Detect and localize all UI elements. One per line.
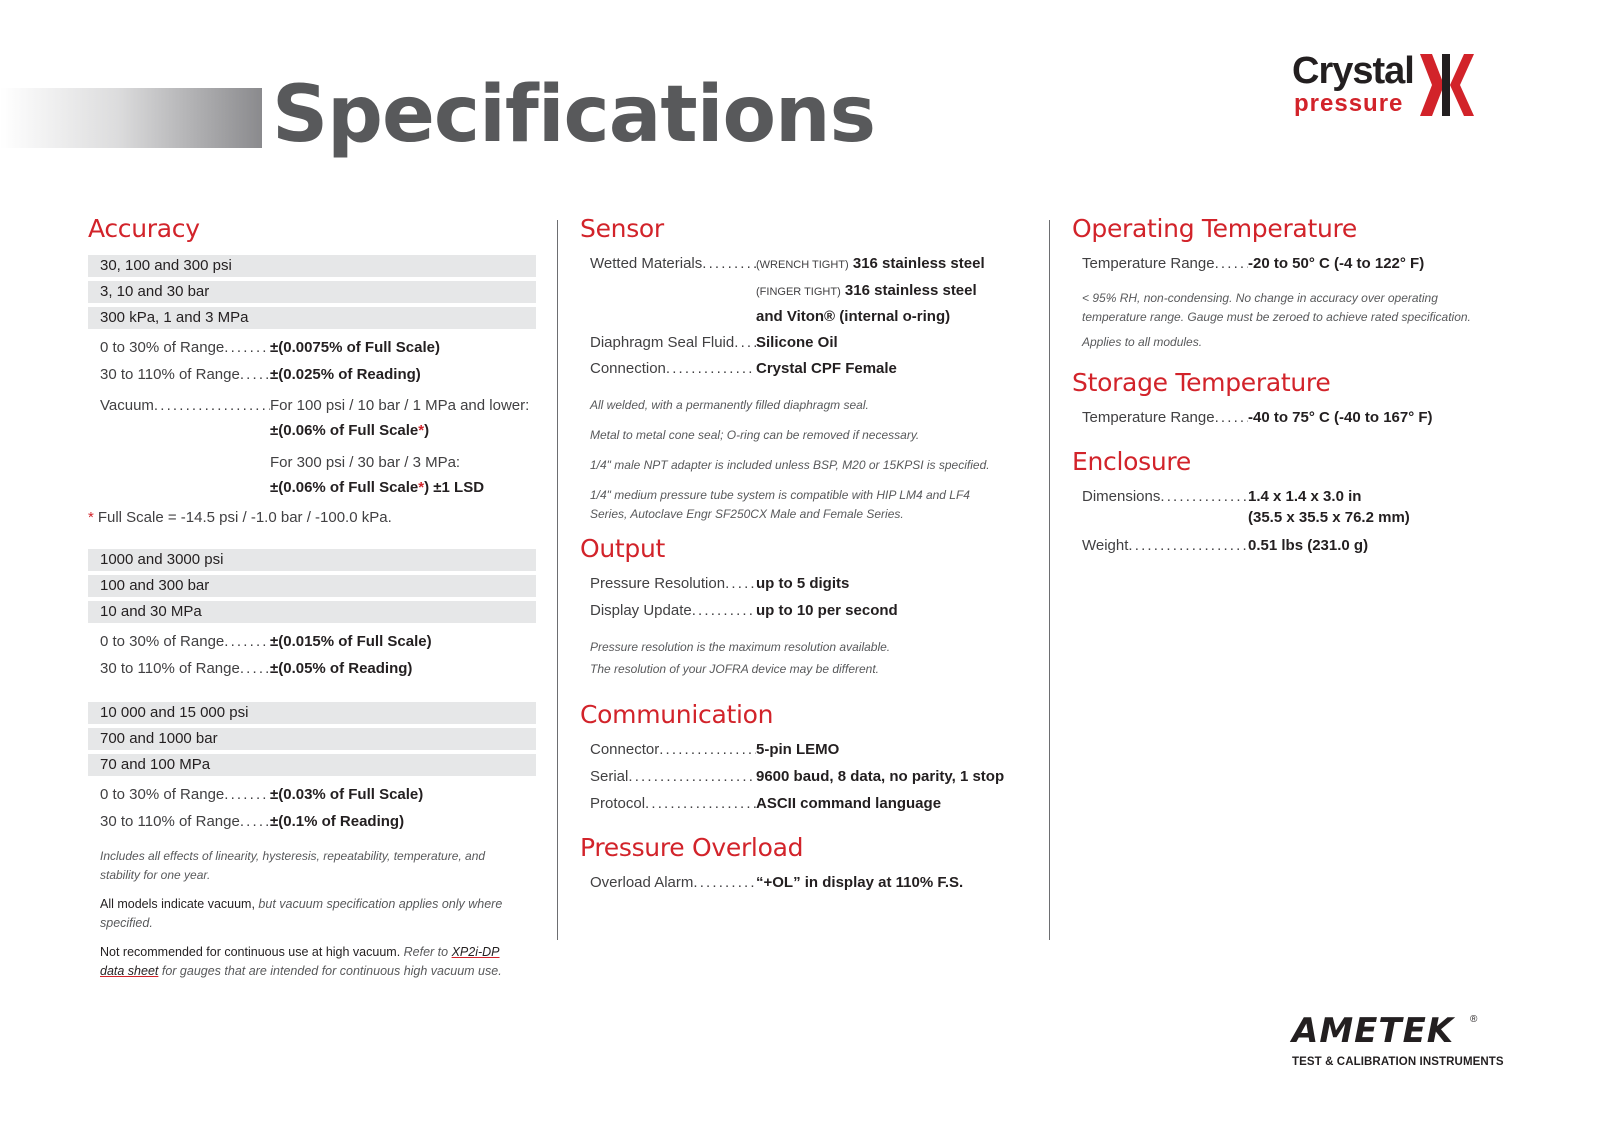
spec-row: 0 to 30% of Range . . . ±(0.015% of Full Scale) [100, 633, 536, 651]
spec-row: Dimensions . . . 1.4 x 1.4 x 3.0 in [1082, 488, 1532, 506]
spec-row: 0 to 30% of Range . . . ±(0.0075% of Full Scale) [100, 339, 536, 357]
operating-temperature-heading: Operating Temperature [1072, 214, 1357, 243]
ametek-tagline: TEST & CALIBRATION INSTRUMENTS [1292, 1056, 1504, 1068]
range-band: 3, 10 and 30 bar [88, 281, 536, 303]
logo-brand: Crystal [1292, 50, 1414, 92]
spec-row: Protocol . . . ASCII command language [590, 795, 1030, 813]
header-gradient-bar [0, 88, 262, 148]
column-divider-2 [1049, 220, 1050, 940]
crystal-logo [1292, 52, 1492, 122]
ametek-wordmark: AMETEK [1292, 1011, 1455, 1051]
spec-row: 30 to 110% of Range . . . ±(0.025% of Reading) [100, 366, 536, 384]
crystal-k-icon [1420, 54, 1476, 116]
range-band: 30, 100 and 300 psi [88, 255, 536, 277]
range-band: 70 and 100 MPa [88, 754, 536, 776]
xp2i-dp-link[interactable]: XP2i-DP data sheet [100, 945, 500, 978]
accuracy-note: Includes all effects of linearity, hysteresis, repeatability, temperature, and stability for one year. [100, 849, 486, 882]
column-divider-1 [557, 220, 558, 940]
vacuum-note: All models indicate vacuum, but vacuum specification applies only where specified. [100, 897, 503, 930]
vacuum-row: Vacuum . . . For 100 psi / 10 bar / 1 MPa and lower: [100, 397, 536, 415]
sensor-note: Metal to metal cone seal; O-ring can be removed if necessary. [590, 428, 920, 442]
operating-note: < 95% RH, non-condensing. No change in accuracy over operating temperature range. Gauge must be zeroed to achieve rated specification. [1082, 291, 1471, 324]
spec-row: Overload Alarm . . . “+OL” in display at 110% F.S. [590, 874, 1030, 892]
spec-row: Serial . . . 9600 baud, 8 data, no parity, 1 stop [590, 768, 1030, 786]
sensor-column: Sensor Wetted Materials . . . (WRENCH TIGHT) 316 stainless steel (FINGER TIGHT) 316 stainless steel and Viton® (internal o-ring) Diaphragm Seal Fluid . . . Silicone Oil Connection . . . Crystal CPF Female All welded, with a permanently filled diaphragm seal. Metal to metal cone seal; O-ring can be removed if necessary. 1/4" male NPT adapter is included unless BSP, M20 or 15KPSI is specified. 1/4" medium pressure tube system is compatible with HIP LM4 and LF4 Series, Autoclave Engr SF250CX Male and Female Series. Output Pressure Resolution . . . up to 5 digits Display Update . . . up to 10 per second Pressure resolution is the maximum resolution available. The resolution of your JOFRA device may be different. Communication Connector . . . 5-pin LEMO Serial . . . 9600 baud, 8 data, no parity, 1 stop Protocol . . . ASCII command language Pressure Overload Overload Alarm . . . “+OL” in display at 110% F.S. [580, 216, 1030, 892]
range-band: 10 000 and 15 000 psi [88, 702, 536, 724]
range-band: 300 kPa, 1 and 3 MPa [88, 307, 536, 329]
sensor-note: 1/4" male NPT adapter is included unless BSP, M20 or 15KPSI is specified. [590, 458, 990, 472]
ametek-logo [1292, 1011, 1522, 1074]
output-heading: Output [580, 534, 666, 563]
output-note: Pressure resolution is the maximum resolution available. The resolution of your JOFRA device may be different. [590, 640, 891, 676]
accuracy-column [88, 216, 536, 981]
high-vacuum-note: Not recommended for continuous use at high vacuum. Refer to XP2i-DP data sheet for gauges that are intended for continuous high vacuum use. [100, 945, 502, 978]
sensor-note: All welded, with a permanently filled diaphragm seal. [590, 398, 869, 412]
spec-row: Wetted Materials . . . (WRENCH TIGHT) 316 stainless steel [590, 255, 1030, 274]
operating-note: Applies to all modules. [1082, 335, 1203, 349]
vacuum-line-2: For 300 psi / 30 bar / 3 MPa: [270, 454, 461, 471]
temperature-column: Operating Temperature Temperature Range . . . -20 to 50° C (-4 to 122° F) < 95% RH, non-condensing. No change in accuracy over operating temperature range. Gauge must be zeroed to achieve rated specification. Applies to all modules. Storage Temperature Temperature Range . . . -40 to 75° C (-40 to 167° F) Enclosure Dimensions . . . 1.4 x 1.4 x 3.0 in (35.5 x 35.5 x 76.2 mm) Weight . . . 0.51 lbs (231.0 g) [1072, 216, 1532, 555]
spec-row: Connector . . . 5-pin LEMO [590, 741, 1030, 759]
range-band: 1000 and 3000 psi [88, 549, 536, 571]
spec-row: 30 to 110% of Range . . . ±(0.05% of Reading) [100, 660, 536, 678]
range-band: 700 and 1000 bar [88, 728, 536, 750]
sensor-heading: Sensor [580, 214, 664, 243]
registered-mark: ® [1470, 1014, 1478, 1025]
spec-row: Pressure Resolution . . . up to 5 digits [590, 575, 1030, 593]
page-title: Specifications [272, 70, 875, 160]
sensor-note: 1/4" medium pressure tube system is compatible with HIP LM4 and LF4 Series, Autoclave Engr SF250CX Male and Female Series. [590, 488, 970, 521]
spec-row: 30 to 110% of Range . . . ±(0.1% of Reading) [100, 813, 536, 831]
pressure-overload-heading: Pressure Overload [580, 833, 804, 862]
range-band: 10 and 30 MPa [88, 601, 536, 623]
spec-row: Weight . . . 0.51 lbs (231.0 g) [1082, 537, 1532, 555]
spec-row: 0 to 30% of Range . . . ±(0.03% of Full Scale) [100, 786, 536, 804]
accuracy-heading: Accuracy [88, 214, 200, 243]
spec-row: Temperature Range . . . -40 to 75° C (-40 to 167° F) [1082, 409, 1532, 427]
range-band: 100 and 300 bar [88, 575, 536, 597]
spec-row: Diaphragm Seal Fluid . . . Silicone Oil [590, 334, 1030, 352]
storage-temperature-heading: Storage Temperature [1072, 368, 1331, 397]
spec-row: Temperature Range . . . -20 to 50° C (-4 to 122° F) [1082, 255, 1532, 273]
spec-row: Display Update . . . up to 10 per second [590, 602, 1030, 620]
spec-row: Connection . . . Crystal CPF Female [590, 360, 1030, 378]
vacuum-value-1: ±(0.06% of Full Scale*) [270, 422, 430, 439]
vacuum-value-2: ±(0.06% of Full Scale*) ±1 LSD [270, 479, 485, 496]
enclosure-heading: Enclosure [1072, 447, 1191, 476]
communication-heading: Communication [580, 700, 774, 729]
logo-sub: pressure [1294, 90, 1404, 117]
full-scale-footnote: * Full Scale = -14.5 psi / -1.0 bar / -100.0 kPa. [88, 509, 392, 526]
